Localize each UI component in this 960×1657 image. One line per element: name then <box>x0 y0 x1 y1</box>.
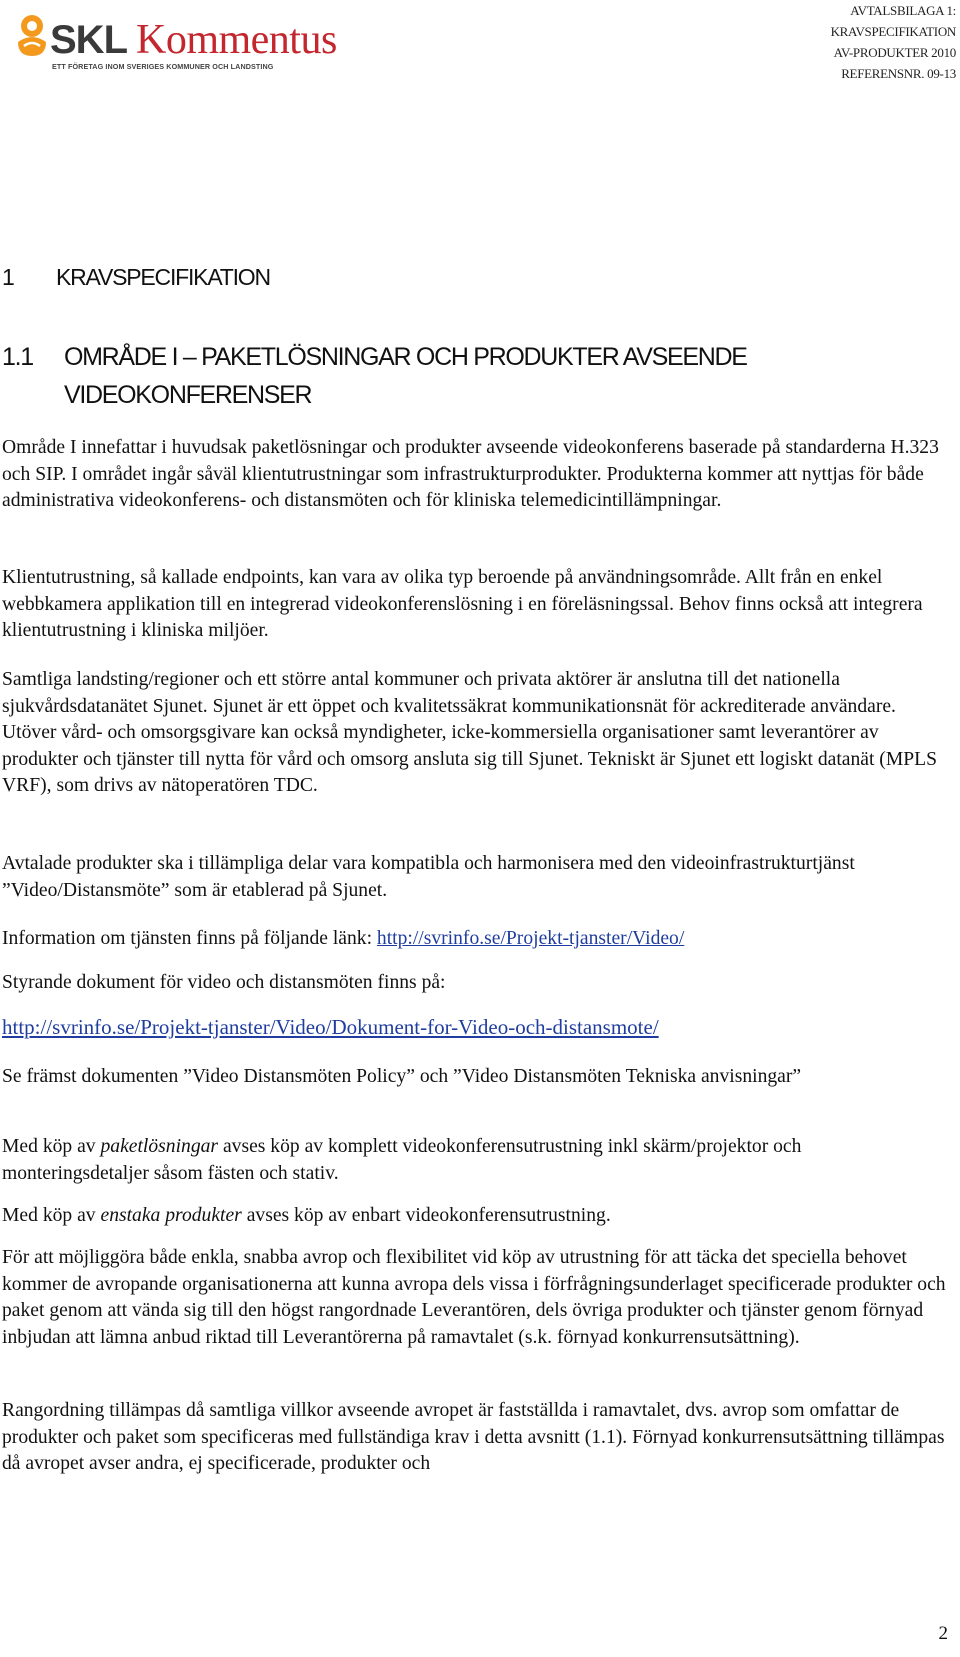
logo-brand-kommentus: Kommentus <box>136 17 337 63</box>
svrinfo-video-link[interactable]: http://svrinfo.se/Projekt-tjanster/Video/ <box>376 928 685 949</box>
logo-tagline: ETT FÖRETAG INOM SVERIGES KOMMUNER OCH LANDSTING <box>52 62 274 71</box>
paragraph: Se främst dokumenten ”Video Distansmöten Policy” och ”Video Distansmöten Tekniska anvisningar” <box>2 1066 802 1087</box>
ref-line: AVTALSBILAGA 1: <box>850 3 956 18</box>
subsection-number: 1.1 <box>2 343 33 371</box>
paragraph-docs-link <box>2 1014 952 1043</box>
ref-line: REFERENSNR. 09-13 <box>841 66 956 81</box>
paragraph-info-link: Information om tjänsten finns på följande länk: http://svrinfo.se/Projekt-tjanster/Video/ <box>2 928 685 949</box>
paragraph: Styrande dokument för video och distansmöten finns på: <box>2 972 446 993</box>
section-heading <box>2 264 270 291</box>
document-reference <box>831 0 956 84</box>
subsection-heading <box>2 338 747 414</box>
paragraph: Rangordning tillämpas då samtliga villkor avseende avropet är fastställda i ramavtalet, dvs. avrop som omfattar de produkter och paket som specificeras med fullständiga krav i detta avsnitt (1.1). Förnyad konkurrensutsättning tillämpas då avropet avser andra, ej specificerade, produkter och <box>2 1400 945 1474</box>
paragraph: Med köp av paketlösningar avses köp av komplett videokonferensutrustning inkl skärm/projektor och monteringsdetaljer såsom fästen och stativ. <box>2 1136 802 1184</box>
skl-logo-mark-icon <box>12 12 52 58</box>
paragraph: För att möjliggöra både enkla, snabba avrop och flexibilitet vid köp av utrustning för att täcka det speciella behovet kommer de avropande organisationerna att kunna avropa dels vissa i förfrågningsunderlaget specificerade produkter och paket genom att vända sig till den högst rangordnade Leverantören, dels övriga produkter och tjänster genom förnyad inbjudan att lämna anbud riktad till Leverantörerna på ramavtalet (s.k. förnyad konkurrensutsättning). <box>2 1247 946 1348</box>
paragraph: Klientutrustning, så kallade endpoints, kan vara av olika typ beroende på användningsområde. Allt från en enkel webbkamera applikation till en integrerad videokonferenslösning i en föreläsningssal. Behov finns också att integrera klientutrustning i kliniska miljöer. <box>2 567 923 641</box>
subsection-title-line1: OMRÅDE I – PAKETLÖSNINGAR OCH PRODUKTER AVSEENDE <box>64 343 747 371</box>
paragraph: Med köp av enstaka produkter avses köp av enbart videokonferensutrustning. <box>2 1205 611 1226</box>
section-title: KRAVSPECIFIKATION <box>56 264 270 290</box>
logo-brand-skl: SKL <box>50 18 127 62</box>
ref-line: AV-PRODUKTER 2010 <box>833 45 956 60</box>
paragraph: Område I innefattar i huvudsak paketlösningar och produkter avseende videokonferens baserade på standarderna H.323 och SIP. I området ingår såväl klientutrustningar som infrastrukturprodukter. Produkterna kommer att nyttjas för både administrativa videokonferens- och distansmöten och för kliniska telemedicintillämpningar. <box>2 437 939 511</box>
ref-line: KRAVSPECIFIKATION <box>830 24 956 39</box>
subsection-title-line2: VIDEOKONFERENSER <box>64 381 312 409</box>
section-number: 1 <box>2 264 14 290</box>
paragraph: Samtliga landsting/regioner och ett större antal kommuner och privata aktörer är anslutna till det nationella sjukvårdsdatanätet Sjunet. Sjunet är ett öppet och kvalitetssäkrat kommunikationsnät för ackrediterade användare. Utöver vård- och omsorgsgivare kan också myndigheter, icke-kommersiella organisationer samt leverantörer av produkter och tjänster till nytta för vård och omsorg ansluta sig till Sjunet. Tekniskt är Sjunet ett logiskt datanät (MPLS VRF), som drivs av nätoperatören TDC. <box>2 669 938 796</box>
page-number: 2 <box>938 1623 948 1644</box>
skl-kommentus-logo <box>12 12 372 72</box>
svrinfo-documents-link[interactable]: http://svrinfo.se/Projekt-tjanster/Video/Dokument-for-Video-och-distansmote/ <box>2 1015 659 1039</box>
paragraph: Avtalade produkter ska i tillämpliga delar vara kompatibla och harmonisera med den videoinfrastrukturtjänst ”Video/Distansmöte” som är etablerad på Sjunet. <box>2 853 855 901</box>
